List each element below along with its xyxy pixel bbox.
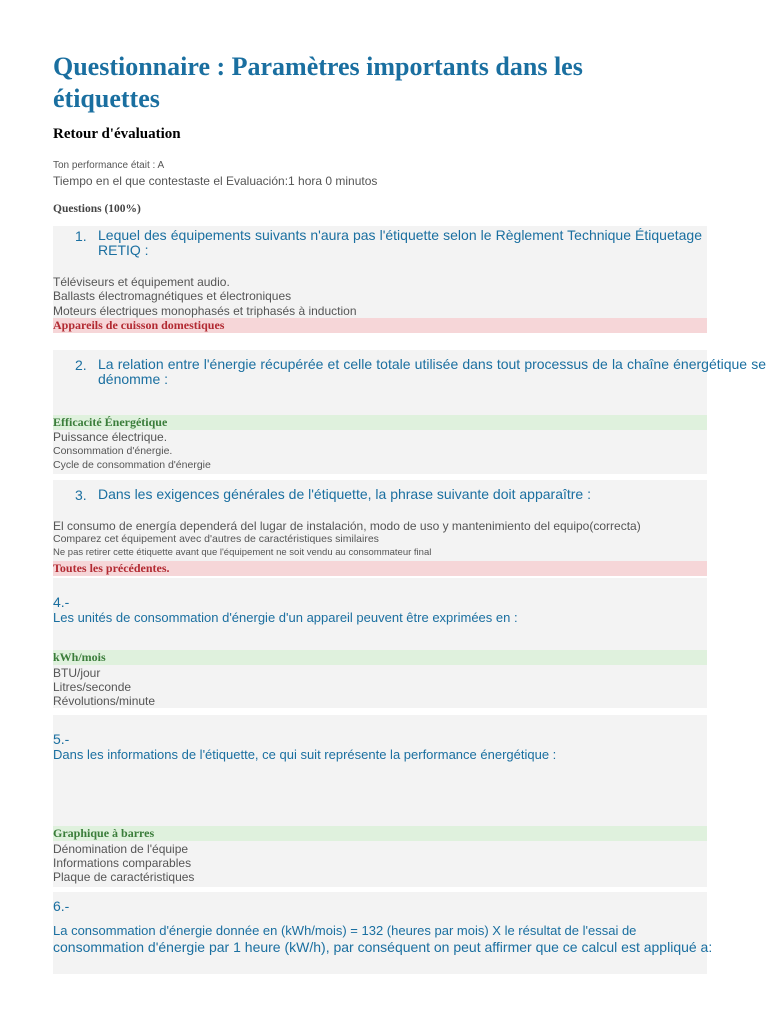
answer-option[interactable]: Informations comparables	[53, 856, 192, 870]
answer-option[interactable]: Moteurs électriques monophasés et triphasés à induction	[53, 304, 357, 318]
question-number: 3.	[75, 487, 87, 503]
time-text: Tiempo en el que contestaste el Evaluación:1 hora 0 minutos	[53, 174, 378, 188]
answer-option[interactable]: Comparez cet équipement avec d'autres de caractéristiques similaires	[53, 533, 379, 545]
question-text: Les unités de consommation d'énergie d'un appareil peuvent être exprimées en :	[53, 610, 518, 625]
question-text: Lequel des équipements suivants n'aura pas l'étiquette selon le Règlement Technique Étiquetage RETIQ :	[98, 227, 702, 258]
answer-option-correct[interactable]: Efficacité Énergétique	[53, 415, 707, 430]
questions-header: Questions (100%)	[53, 203, 141, 215]
question-block-1	[53, 226, 707, 320]
question-block-4	[53, 578, 707, 708]
feedback-heading: Retour d'évaluation	[53, 126, 181, 142]
answer-option[interactable]: Ballasts électromagnétiques et électroniques	[53, 289, 292, 303]
answer-option-correct[interactable]: kWh/mois	[53, 650, 707, 665]
answer-option[interactable]: Puissance électrique.	[53, 430, 168, 444]
question-text: Dans les informations de l'étiquette, ce qui suit représente la performance énergétique :	[53, 747, 557, 762]
answer-option[interactable]: Dénomination de l'équipe	[53, 842, 189, 856]
question-number: 5.-	[53, 731, 70, 747]
answer-option[interactable]: Litres/seconde	[53, 680, 132, 694]
question-number: 1.	[75, 228, 87, 244]
question-number: 2.	[75, 357, 87, 373]
question-text: La relation entre l'énergie récupérée et celle totale utilisée dans tout processus de la chaîne énergétique se dénomme :	[98, 356, 766, 387]
question-block-3	[53, 480, 707, 564]
question-text: consommation d'énergie par 1 heure (kW/h), par conséquent on peut affirmer que ce calcul est appliqué a:	[53, 939, 713, 955]
answer-option[interactable]: Révolutions/minute	[53, 694, 156, 708]
question-number: 6.-	[53, 898, 70, 914]
answer-option[interactable]: BTU/jour	[53, 666, 101, 680]
answer-option[interactable]: Plaque de caractéristiques	[53, 870, 195, 884]
answer-option[interactable]: Cycle de consommation d'énergie	[53, 459, 211, 471]
page-title: Questionnaire : Paramètres importants dans les étiquettes	[53, 52, 583, 113]
question-number: 4.-	[53, 594, 70, 610]
answer-option-incorrect[interactable]: Appareils de cuisson domestiques	[53, 318, 707, 333]
answer-option[interactable]: El consumo de energía dependerá del lugar de instalación, modo de uso y mantenimiento del equipo(correcta)	[53, 519, 641, 533]
question-text: La consommation d'énergie donnée en (kWh/mois) = 132 (heures par mois) X le résultat de l'essai de	[53, 923, 637, 938]
answer-option[interactable]: Consommation d'énergie.	[53, 445, 173, 457]
question-block-6	[53, 892, 713, 974]
question-text: Dans les exigences générales de l'étiquette, la phrase suivante doit apparaître :	[98, 486, 591, 502]
answer-option[interactable]: Téléviseurs et équipement audio.	[53, 275, 230, 289]
answer-option[interactable]: Ne pas retirer cette étiquette avant que l'équipement ne soit vendu au consommateur final	[53, 547, 432, 558]
performance-text: Ton performance était : A	[53, 160, 165, 171]
answer-option-incorrect[interactable]: Toutes les précédentes.	[53, 561, 707, 576]
answer-option-correct[interactable]: Graphique à barres	[53, 826, 707, 841]
